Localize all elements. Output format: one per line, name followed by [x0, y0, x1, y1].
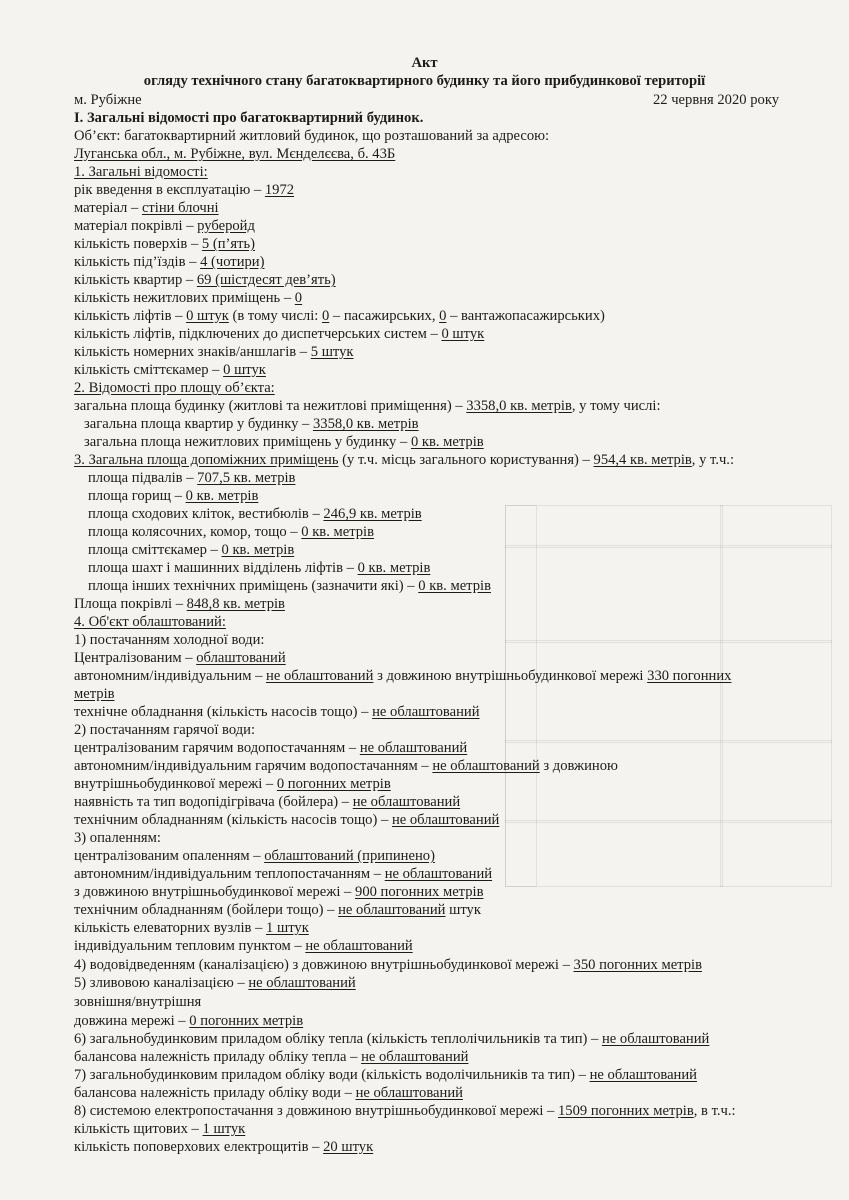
boiler-row: наявність та тип водопідігрівача (бойлера) – не облаштований	[74, 794, 461, 810]
shafts-row: площа шахт і машинних відділень ліфтів – 0 кв. метрів	[88, 560, 431, 576]
dispatch-row: кількість ліфтів, підключених до диспетчерських систем – 0 штук	[74, 326, 485, 342]
general-heading: 1. Загальні відомості:	[74, 164, 208, 180]
year-row: рік введення в експлуатацію – 1972	[74, 182, 295, 198]
object-label: Об’єкт: багатоквартирний житловий будинок, що розташований за адресою:	[74, 128, 550, 144]
trash-room-row: площа сміттєкамер – 0 кв. метрів	[88, 542, 295, 558]
hot-water-heading: 2) постачанням гарячої води:	[74, 722, 256, 738]
heat-tech-row: технічним обладнанням (бойлери тощо) – не облаштований штук	[74, 902, 481, 918]
equip-heading: 4. Об'єкт облаштований:	[74, 614, 226, 630]
storm-type: зовнішня/внутрішня	[74, 994, 202, 1010]
stairs-row: площа сходових кліток, вестибюлів – 246,9 кв. метрів	[88, 506, 422, 522]
nonres-count-value: 0	[294, 290, 303, 306]
cold-water-heading: 1) постачанням холодної води:	[74, 632, 265, 648]
heat-central-row: централізованим опаленням – облаштований (припинено)	[74, 848, 435, 864]
material-row: матеріал – стіни блочні	[74, 200, 219, 216]
hot-auto-row: автономним/індивідуальним гарячим водопостачанням – не облаштований з довжиною	[74, 758, 618, 774]
nonres-count-row: кількість нежитлових приміщень – 0	[74, 290, 303, 306]
nonres-area-row: загальна площа нежитлових приміщень у будинку – 0 кв. метрів	[84, 434, 484, 450]
city: м. Рубіжне	[74, 92, 142, 108]
switchboards-row: кількість щитових – 1 штук	[74, 1121, 246, 1137]
hot-central-row: централізованим гарячим водопостачанням – не облаштований	[74, 740, 468, 756]
roof-material-value: руберойд	[197, 218, 255, 234]
cold-central-row: Централізованим – облаштований	[74, 650, 286, 666]
other-rooms-row: площа інших технічних приміщень (зазначити які) – 0 кв. метрів	[88, 578, 491, 594]
cold-auto-row: автономним/індивідуальним – не облаштований з довжиною внутрішньобудинкової мережі 330 погонних	[74, 668, 732, 684]
lifts-row: кількість ліфтів – 0 штук (в тому числі: 0 – пасажирських, 0 – вантажопасажирських)	[74, 308, 605, 324]
roof-area-row: Площа покрівлі – 848,8 кв. метрів	[74, 596, 285, 612]
storm-row: 5) зливовою каналізацією – не облаштований	[74, 975, 356, 991]
apartments-value: 69 (шістдесят дев’ять)	[196, 272, 336, 288]
water-meter-row: 7) загальнобудинковим приладом обліку води (кількість водолічильників та тип) – не облаштований	[74, 1067, 697, 1083]
storage-row: площа колясочних, комор, тощо – 0 кв. метрів	[88, 524, 374, 540]
elevator-nodes-row: кількість елеваторних вузлів – 1 штук	[74, 920, 309, 936]
total-area-row: загальна площа будинку (житлові та нежитлові приміщення) – 3358,0 кв. метрів, у тому числі:	[74, 398, 661, 414]
document-date: 22 червня 2020 року	[652, 92, 779, 108]
floor-switchboards-row: кількість поповерхових електрощитів – 20 штук	[74, 1139, 374, 1155]
storm-length-row: довжина мережі – 0 погонних метрів	[74, 1013, 304, 1029]
heating-heading: 3) опаленням:	[74, 830, 161, 846]
hot-tech-row: технічним обладнанням (кількість насосів тощо) – не облаштований	[74, 812, 500, 828]
apt-area-row: загальна площа квартир у будинку – 3358,0 кв. метрів	[84, 416, 419, 432]
roof-material-row: матеріал покрівлі – руберойд	[74, 218, 255, 234]
basement-row: площа підвалів – 707,5 кв. метрів	[88, 470, 296, 486]
entrances-row: кількість під’їздів – 4 (чотири)	[74, 254, 265, 270]
document-title: Акт	[411, 55, 438, 71]
power-row: 8) системою електропостачання з довжиною внутрішньобудинкової мережі – 1509 погонних метрів, в т.ч.:	[74, 1103, 736, 1119]
heat-meter-owner-row: балансова належність приладу обліку тепла – не облаштований	[74, 1049, 469, 1065]
entrances-value: 4 (чотири)	[200, 254, 265, 270]
material-value: стіни блочні	[141, 200, 219, 216]
sewer-row: 4) водовідведенням (каналізацією) з довжиною внутрішньобудинкової мережі – 350 погонних метрів	[74, 957, 702, 973]
apartments-row: кількість квартир – 69 (шістдесят дев’ять)	[74, 272, 336, 288]
section-heading: І. Загальні відомості про багатоквартирний будинок.	[74, 110, 424, 126]
cold-auto-length-unit: метрів	[74, 686, 115, 702]
object-address: Луганська обл., м. Рубіжне, вул. Мєнделєєва, б. 43Б	[74, 146, 396, 162]
heat-auto-row: автономним/індивідуальним теплопостачанням – не облаштований	[74, 866, 493, 882]
attic-row: площа горищ – 0 кв. метрів	[88, 488, 259, 504]
cold-tech-row: технічне обладнання (кількість насосів тощо) – не облаштований	[74, 704, 480, 720]
year-value: 1972	[264, 182, 295, 198]
document-subtitle: огляду технічного стану багатоквартирного будинку та його прибудинкової території	[143, 73, 706, 89]
area-heading: 2. Відомості про площу об’єкта:	[74, 380, 275, 396]
heat-net-row: з довжиною внутрішньобудинкової мережі – 900 погонних метрів	[74, 884, 484, 900]
water-meter-owner-row: балансова належність приладу обліку води – не облаштований	[74, 1085, 463, 1101]
chutes-row: кількість сміттєкамер – 0 штук	[74, 362, 266, 378]
floors-row: кількість поверхів – 5 (п’ять)	[74, 236, 256, 252]
floors-value: 5 (п’ять)	[201, 236, 256, 252]
heat-meter-row: 6) загальнобудинковим приладом обліку тепла (кількість теплолічильників та тип) – не облаштований	[74, 1031, 710, 1047]
itp-row: індивідуальним тепловим пунктом – не облаштований	[74, 938, 413, 954]
hot-net-row: внутрішньобудинкової мережі – 0 погонних метрів	[74, 776, 391, 792]
aux-heading: 3. Загальна площа допоміжних приміщень (у т.ч. місць загального користування) – 954,4 кв. метрів, у т.ч.:	[74, 452, 735, 468]
signs-row: кількість номерних знаків/аншлагів – 5 штук	[74, 344, 354, 360]
